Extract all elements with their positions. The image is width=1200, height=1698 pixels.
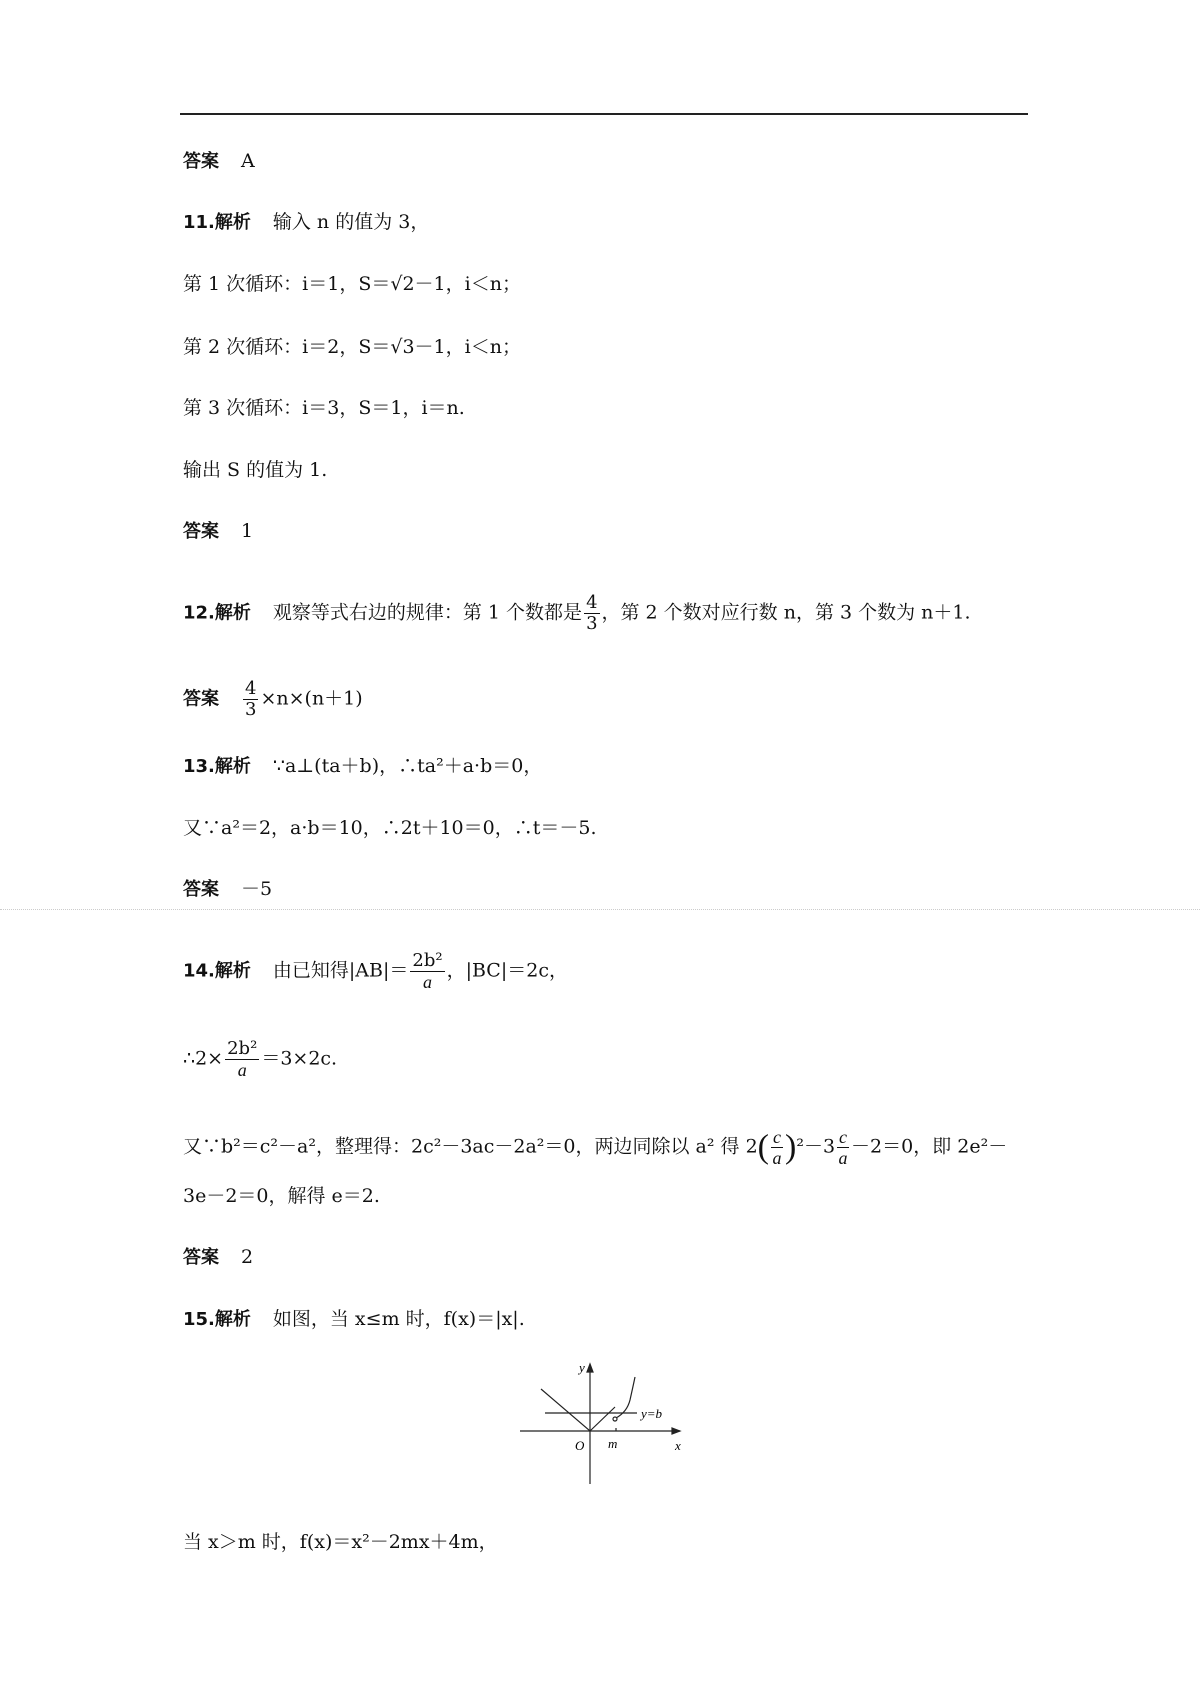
answer-14: 答案 2 [183,1246,254,1268]
q11-heading: 11.解析 输入 n 的值为 3， [183,211,430,233]
q13-heading: 13.解析 ∵a⊥(ta＋b)，∴ta²＋a·b＝0， [183,755,543,777]
header-rule [180,113,1028,115]
q11-loop3: 第 3 次循环：i＝3，S＝1，i＝n. [183,397,465,419]
q14-line3: 又∵b²＝c²－a²，整理得：2c²－3ac－2a²＝0，两边同除以 a² 得 2( $\frac{c}{a}$ )²－3 $\frac{c}{a}$ －2＝0，即 2e²－ [183,1127,1008,1168]
open-point [613,1417,617,1421]
answer-13: 答案 －5 [183,878,273,900]
page-break-divider [0,909,1200,910]
x-arrow-icon [672,1428,680,1434]
q13-line2: 又∵a²＝2，a·b＝10，∴2t＋10＝0，∴t＝－5. [183,817,597,839]
q12-heading: 12.解析 观察等式右边的规律：第 1 个数都是 $\frac{4}{3}$ ，第 2 个数对应行数 n，第 3 个数为 n＋1. [183,592,971,634]
parabola-curve [616,1377,635,1418]
q11-output: 输出 S 的值为 1. [183,459,328,481]
answer-12: 答案 $\frac{4}{3}$ ×n×(n＋1) [183,678,363,720]
y-axis-label: y [579,1360,585,1375]
q14-line2: ∴2× $\frac{\text{2b²}}{a}$ ＝3×2c. [183,1038,338,1080]
m-label: m [608,1436,618,1451]
x-axis-label: x [675,1438,681,1453]
q15-line2: 当 x＞m 时，f(x)＝x²－2mx＋4m， [183,1531,498,1553]
y-arrow-icon [587,1364,593,1372]
q14-heading: 14.解析 由已知得|AB|＝ $\frac{\text{2b²}}{a}$ ，|BC|＝2c， [183,950,568,992]
q15-heading: 15.解析 如图，当 x≤m 时，f(x)＝|x|. [183,1308,525,1330]
q11-loop1: 第 1 次循环：i＝1，S＝√2－1，i＜n； [183,273,521,295]
function-graph [515,1360,695,1495]
q14-line4: 3e－2＝0，解得 e＝2. [183,1185,380,1207]
answer-10: 答案 A [183,150,255,172]
q11-loop2: 第 2 次循环：i＝2，S＝√3－1，i＜n； [183,336,521,358]
answer-11: 答案 1 [183,520,254,542]
origin-label: O [575,1438,585,1453]
line-label: y=b [641,1406,663,1421]
abs-x-curve [541,1389,615,1431]
